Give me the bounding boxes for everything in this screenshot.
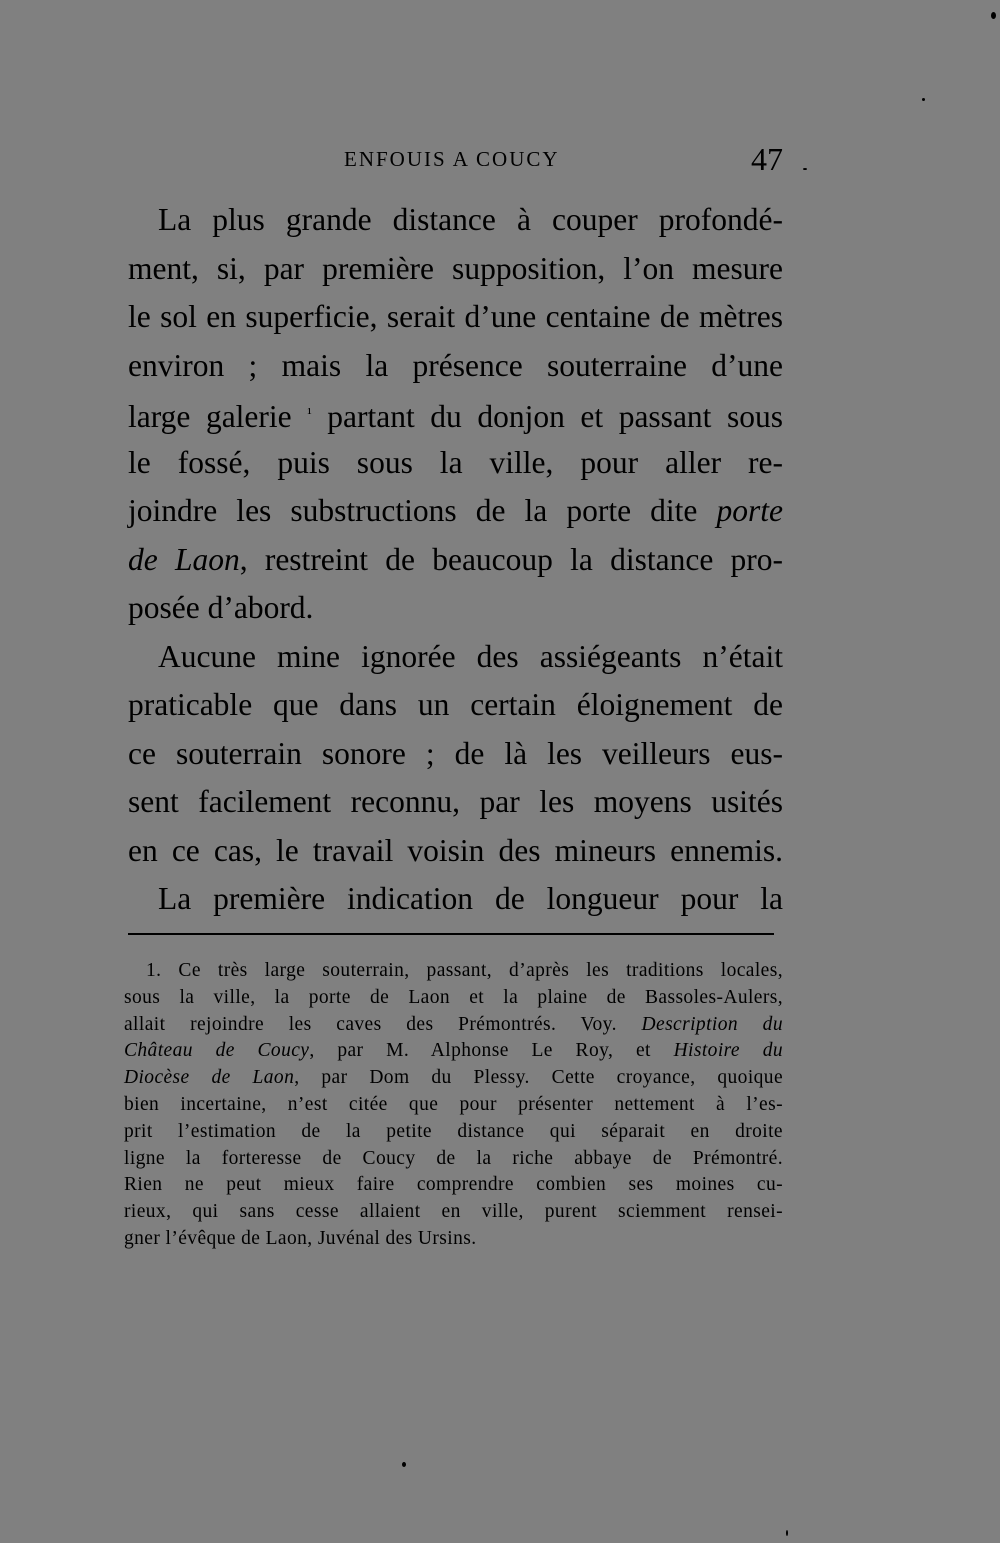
body-line: posée d’abord. xyxy=(128,590,314,625)
body-line: en ce cas, le travail voisin des mineurs ennemis. xyxy=(128,832,783,868)
running-head xyxy=(128,143,783,177)
body-line: sent facilement reconnu, par les moyens usités xyxy=(128,784,783,819)
footnote-marker: ¹ xyxy=(307,406,312,422)
body-line: de Laon, restreint de beaucoup la distance pro- xyxy=(128,541,783,577)
body-line: large galerie $^{^1}$ partant du donjon et passant sous xyxy=(128,399,783,434)
body-line: Aucune mine ignorée des assiégeants n’était xyxy=(158,638,783,674)
page-number: 47 xyxy=(751,141,783,177)
footnote-line: prit l’estimation de la petite distance qui séparait en droite xyxy=(124,1120,783,1142)
body-line: La première indication de longueur pour la xyxy=(158,881,783,916)
body-line: environ ; mais la présence souterraine d’une xyxy=(128,347,783,383)
body-text xyxy=(128,196,783,924)
footnote-line: rieux, qui sans cesse allaient en ville, purent sciemment rensei- xyxy=(124,1201,783,1223)
footnote-line: sous la ville, la porte de Laon et la plaine de Bassoles-Aulers, xyxy=(124,986,783,1008)
footnote-line: Rien ne peut mieux faire comprendre combien ses moines cu- xyxy=(124,1174,783,1196)
body-line: La plus grande distance à couper profondé- xyxy=(158,202,783,237)
body-line: ment, si, par première supposition, l’on mesure xyxy=(128,250,783,286)
footnote xyxy=(124,958,783,1253)
scan-speck xyxy=(991,12,996,19)
footnote-line: bien incertaine, n’est citée que pour présenter nettement à l’es- xyxy=(124,1093,783,1115)
footnote-line: gner l’évêque de Laon, Juvénal des Ursins. xyxy=(124,1227,477,1249)
scan-speck xyxy=(922,98,925,101)
footnote-line: allait rejoindre les caves des Prémontrés. Voy. Description du xyxy=(124,1013,783,1035)
body-line: ce souterrain sonore ; de là les veilleurs eus- xyxy=(128,735,783,771)
running-title: ENFOUIS A COUCY xyxy=(344,147,560,171)
footnote-line: 1. Ce très large souterrain, passant, d’après les traditions locales, xyxy=(146,960,783,981)
scan-speck xyxy=(402,1462,406,1467)
body-line: le sol en superficie, serait d’une centaine de mètres xyxy=(128,299,783,334)
footnote-line: Diocèse de Laon, par Dom du Plessy. Cette croyance, quoique xyxy=(124,1067,783,1089)
scan-speck xyxy=(803,168,807,170)
footnote-line: Château de Coucy, par M. Alphonse Le Roy, et Histoire du xyxy=(124,1040,783,1062)
body-line: joindre les substructions de la porte dite porte xyxy=(128,493,784,528)
scan-speck xyxy=(786,1530,788,1536)
footnote-rule xyxy=(128,933,774,935)
body-line: praticable que dans un certain éloignement de xyxy=(128,687,783,722)
body-line: le fossé, puis sous la ville, pour aller re- xyxy=(128,444,783,480)
footnote-line: ligne la forteresse de Coucy de la riche abbaye de Prémontré. xyxy=(124,1147,783,1169)
